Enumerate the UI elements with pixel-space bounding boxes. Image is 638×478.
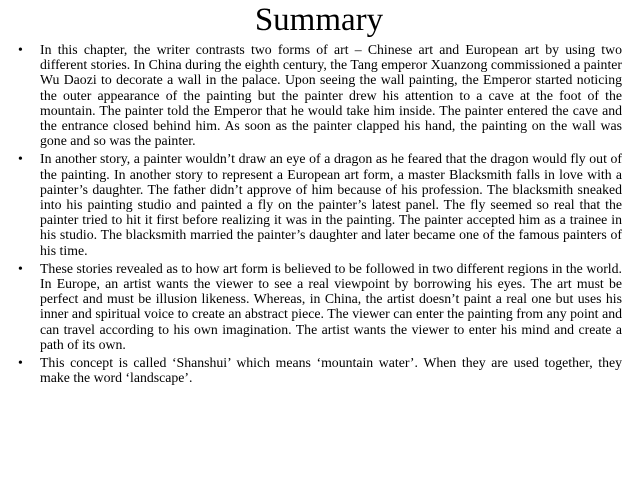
bullet-marker: • <box>18 151 23 167</box>
bullet-text: These stories revealed as to how art form is believed to be followed in two different regions in the world. In Europe, an artist wants the viewer to see a real viewpoint by borrowing his eyes. The art must be perfect and must be illusion likeness. Whereas, in China, the artist doesn’t paint a real one but uses his inner and spiritual voice to create an abstract piece. The viewer can enter the painting from any point and can travel according to his own imagination. The artist wants the viewer to enter his mind and create a path of its own. <box>40 260 622 352</box>
slide-title: Summary <box>254 2 384 38</box>
bullet-text: In another story, a painter wouldn’t draw an eye of a dragon as he feared that the dragon would fly out of the painting. In another story to represent a European art form, a master Blacksmith falls in love with a painter’s daughter. The father didn’t approve of him because of his profession. The blacksmith sneaked into his painting studio and painted a fly on the painter’s latest panel. The fly seemed so real that the painter tried to hit it first before realizing it was in the painting. The painter accepted him as a trainee in his studio. The blacksmith married the painter’s daughter and later became one of the famous painters of his time. <box>40 151 622 258</box>
bullet-item <box>18 42 622 148</box>
bullet-marker: • <box>18 260 23 276</box>
bullet-marker: • <box>18 42 23 57</box>
bullet-text: In this chapter, the writer contrasts two forms of art – Chinese art and European art by using two different stories. In China during the eighth century, the Tang emperor Xuanzong commissioned a painter Wu Daozi to decorate a wall in the palace. Upon seeing the wall painting, the Emperor started noticing the outer appearance of the painting but the painter drew his attention to a cave at the foot of the mountain. The painter told the Emperor that he would take him inside. The painter entered the cave and the entrance closed behind him. As soon as the painter clapped his hand, the painting on the wall was gone and so was the painter. <box>40 42 622 149</box>
bullet-marker: • <box>18 355 23 371</box>
bullet-item <box>18 355 622 385</box>
bullet-item <box>18 261 622 352</box>
bullet-text: This concept is called ‘Shanshui’ which means ‘mountain water’. When they are used together, they make the word ‘landscape’. <box>40 355 622 386</box>
bullet-item <box>18 151 622 257</box>
bullet-list <box>18 42 622 388</box>
